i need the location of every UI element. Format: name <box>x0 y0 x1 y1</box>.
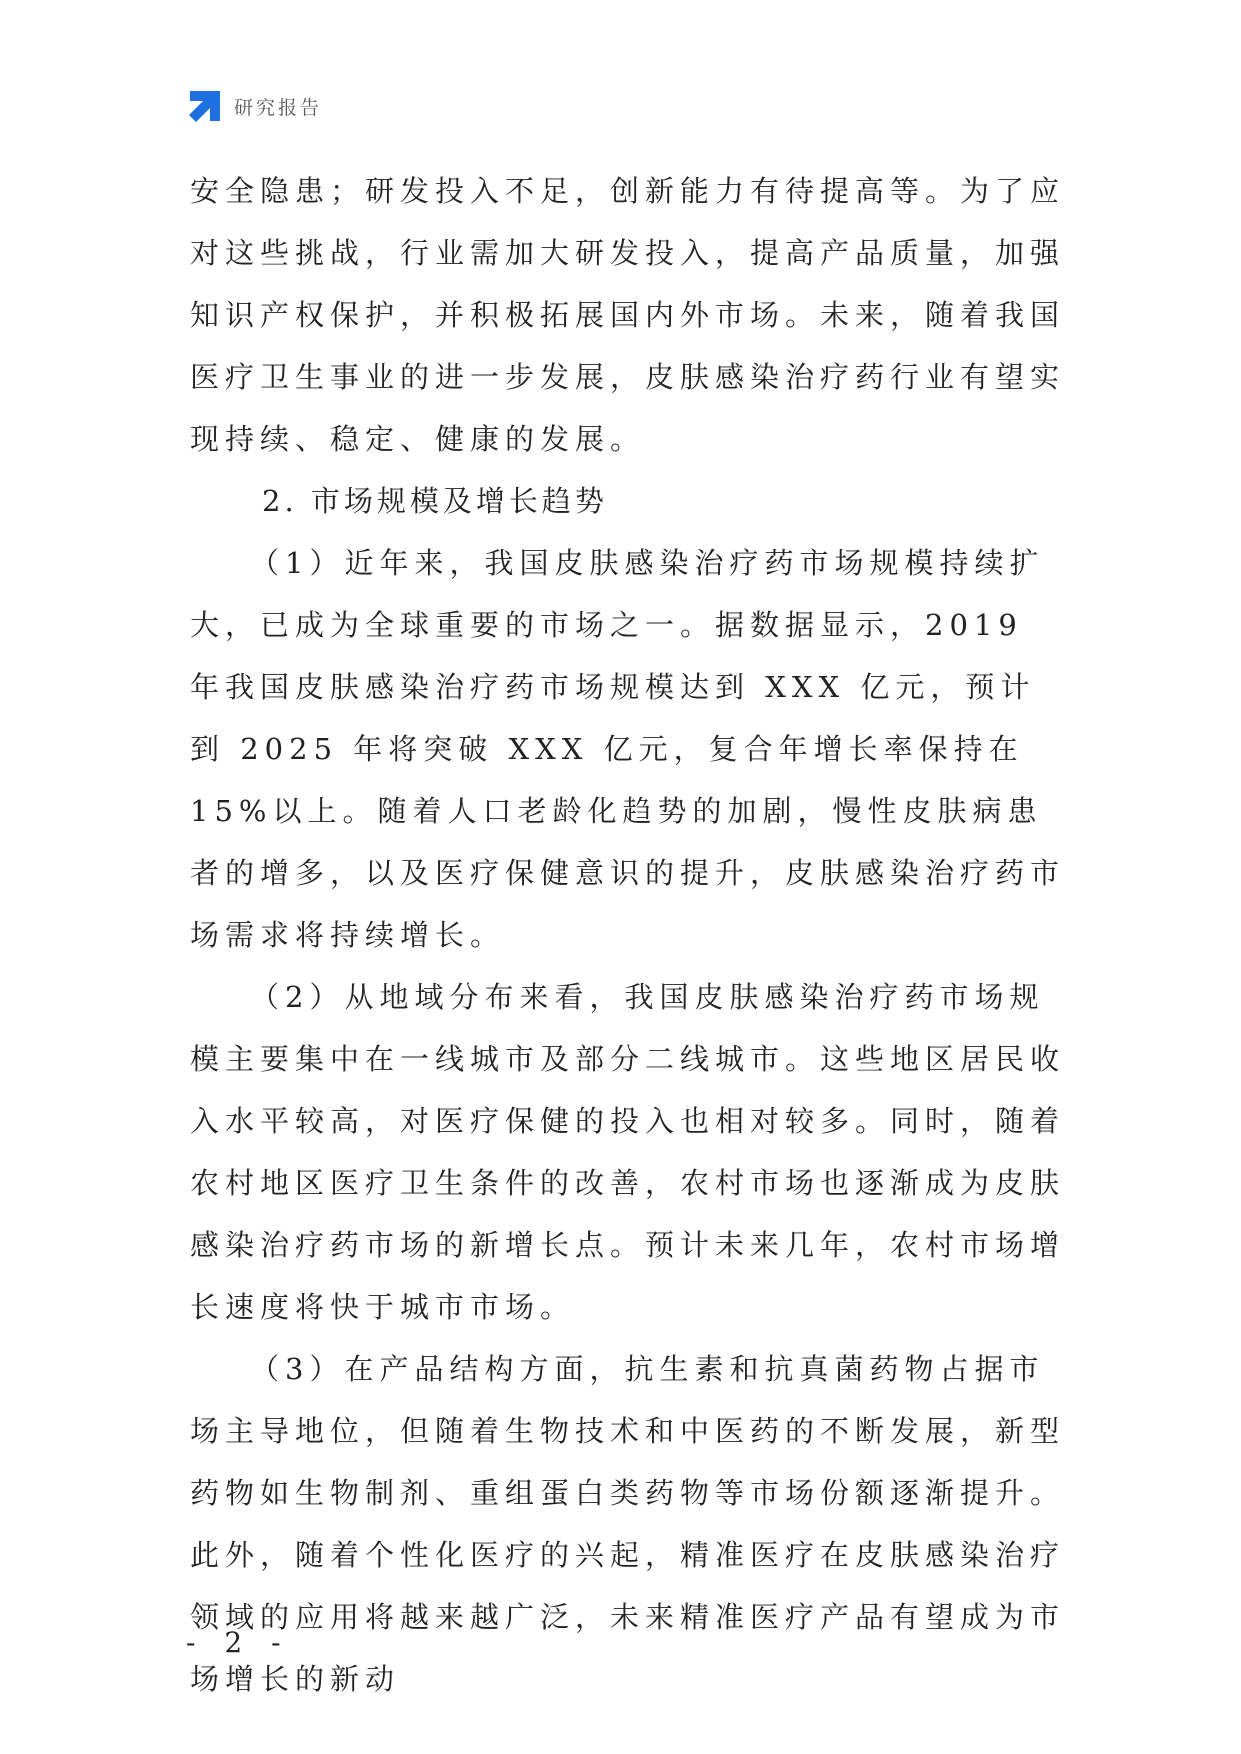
report-header <box>188 88 322 124</box>
header-label: 研究报告 <box>234 96 323 119</box>
page-number: - 2 - <box>186 1626 291 1659</box>
arrow-up-right-icon <box>188 89 222 123</box>
body-paragraph-3: （3）在产品结构方面，抗生素和抗真菌药物占据市场主导地位，但随着生物技术和中医药的不断发展，新型药物如生物制剂、重组蛋白类药物等市场份额逐渐提升。此外，随着个性化医疗的兴起，精准医疗在皮肤感染治疗领域的应用将越来越广泛，未来精准医疗产品有望成为市场增长的新动 <box>190 1352 1066 1696</box>
document-body <box>190 160 1070 1710</box>
body-paragraph-1: （1）近年来，我国皮肤感染治疗药市场规模持续扩大，已成为全球重要的市场之一。据数据显示，2019 年我国皮肤感染治疗药市场规模达到 XXX 亿元，预计到 2025 年将突破 XXX 亿元，复合年增长率保持在 15%以上。随着人口老龄化趋势的加剧，慢性皮肤病患者的增多，以及医疗保健意识的提升，皮肤感染治疗药市场需求将持续增长。 <box>190 546 1066 952</box>
body-paragraph-continued: 安全隐患；研发投入不足，创新能力有待提高等。为了应对这些挑战，行业需加大研发投入，提高产品质量，加强知识产权保护，并积极拓展国内外市场。未来，随着我国医疗卫生事业的进一步发展，皮肤感染治疗药行业有望实现持续、稳定、健康的发展。 <box>190 174 1066 456</box>
body-paragraph-2: （2）从地域分布来看，我国皮肤感染治疗药市场规模主要集中在一线城市及部分二线城市。这些地区居民收入水平较高，对医疗保健的投入也相对较多。同时，随着农村地区医疗卫生条件的改善，农村市场也逐渐成为皮肤感染治疗药市场的新增长点。预计未来几年，农村市场增长速度将快于城市市场。 <box>190 980 1066 1324</box>
section-heading: 2. 市场规模及增长趋势 <box>262 484 608 518</box>
